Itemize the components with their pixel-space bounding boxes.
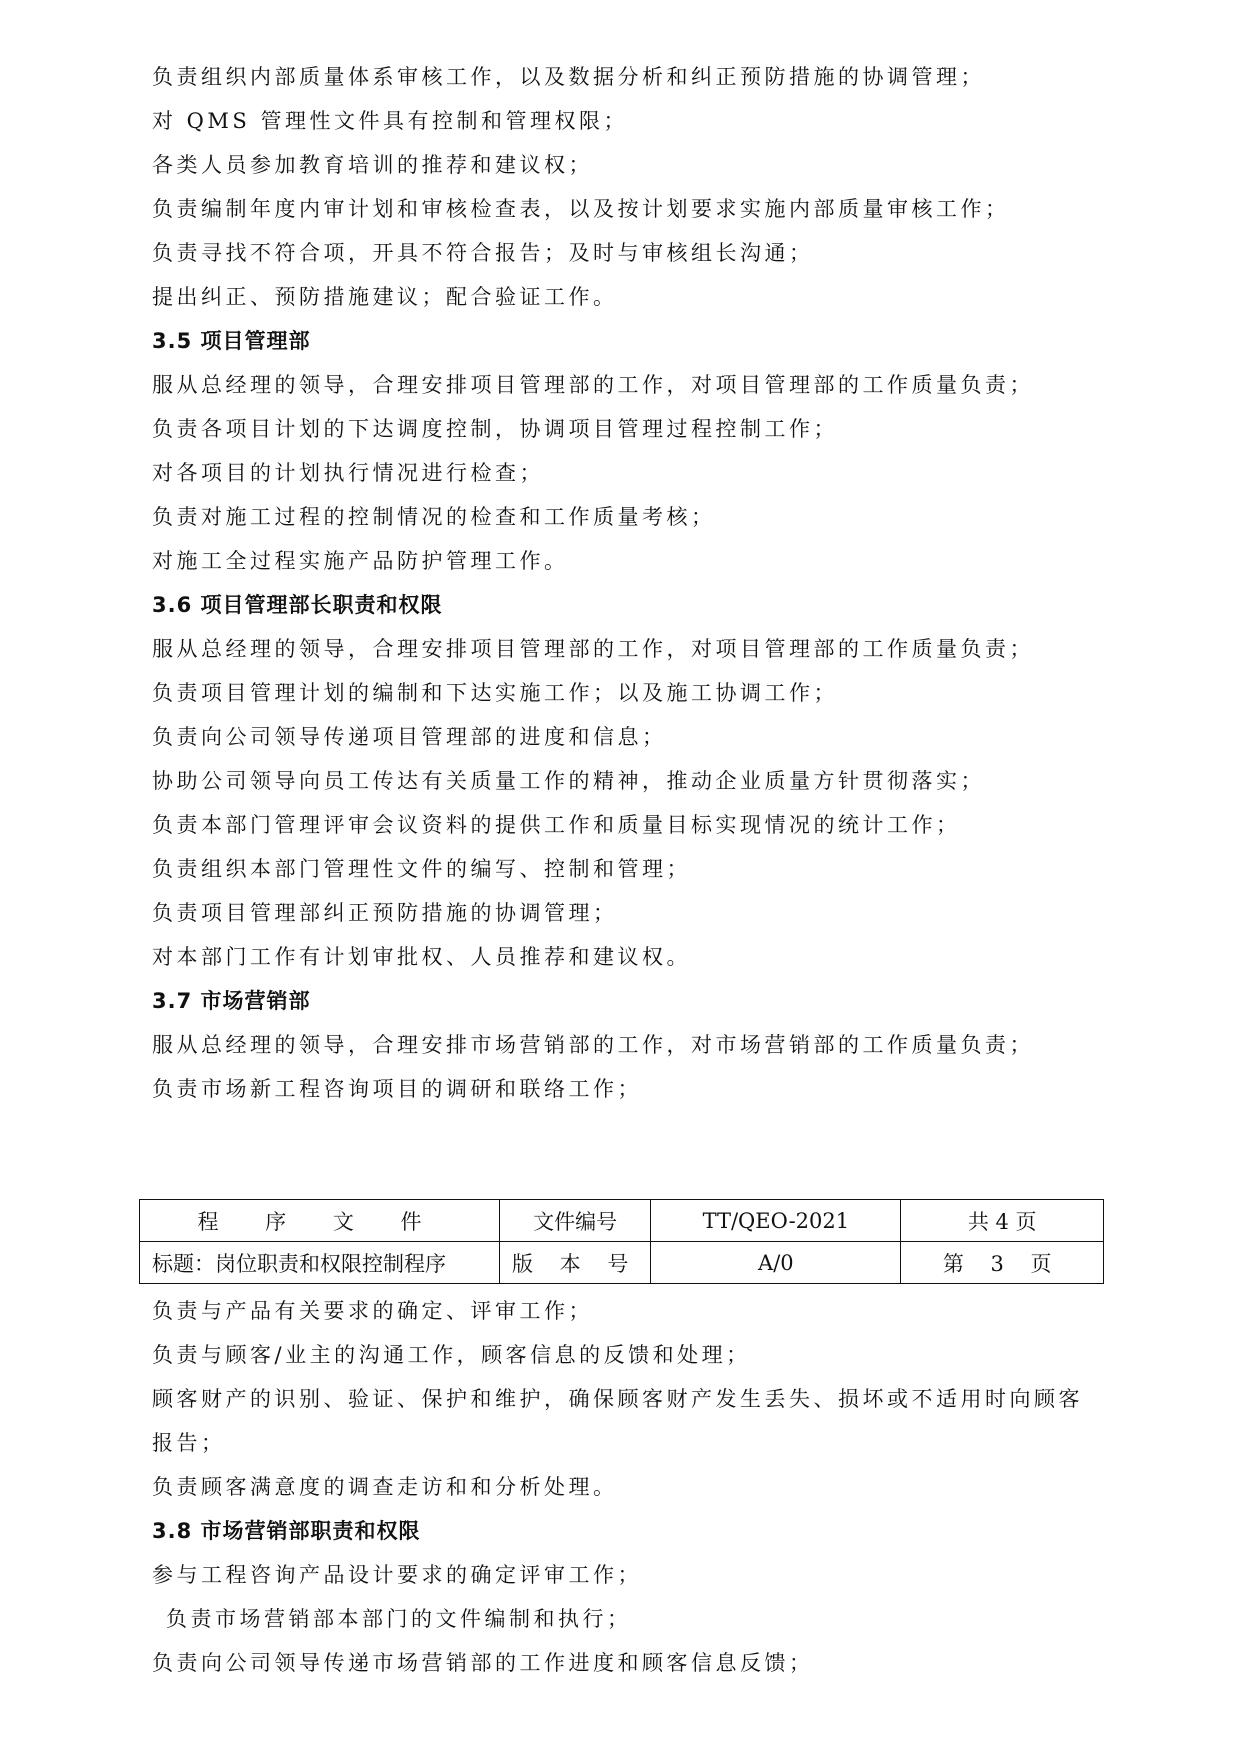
version-label: 版 本 号 xyxy=(512,1251,639,1276)
text-line: 负责顾客满意度的调查走访和和分析处理。 xyxy=(152,1475,618,1499)
text-line: 负责市场营销部本部门的文件编制和执行； xyxy=(166,1607,632,1631)
text-line: 负责与产品有关要求的确定、评审工作； xyxy=(152,1299,593,1323)
text-line: 报告； xyxy=(152,1431,226,1455)
text-line: 负责组织本部门管理性文件的编写、控制和管理； xyxy=(152,857,691,881)
section-heading: 3.6 项目管理部长职责和权限 xyxy=(152,593,443,617)
text-line: 负责项目管理计划的编制和下达实施工作；以及施工协调工作； xyxy=(152,681,838,705)
total-pages: 共 4 页 xyxy=(967,1209,1037,1234)
body-text-top xyxy=(152,55,1102,1111)
file-no: TT/QEO-2021 xyxy=(702,1208,850,1233)
file-no-label-cell xyxy=(500,1200,651,1242)
section-heading: 3.8 市场营销部职责和权限 xyxy=(152,1519,421,1543)
text-line: 负责编制年度内审计划和审核检查表，以及按计划要求实施内部质量审核工作； xyxy=(152,197,1010,221)
version: A/0 xyxy=(758,1250,794,1275)
file-no-cell xyxy=(651,1200,901,1242)
text-line: 对各项目的计划执行情况进行检查； xyxy=(152,461,544,485)
body-text-bottom xyxy=(152,1289,1102,1685)
document-title: 标题：岗位职责和权限控制程序 xyxy=(152,1251,446,1276)
table-row xyxy=(140,1200,1104,1242)
section-heading: 3.5 项目管理部 xyxy=(152,329,311,353)
text-line: 对本部门工作有计划审批权、人员推荐和建议权。 xyxy=(152,945,691,969)
text-line: 服从总经理的领导，合理安排市场营销部的工作，对市场营销部的工作质量负责； xyxy=(152,1033,1034,1057)
file-no-label: 文件编号 xyxy=(533,1209,618,1234)
title-cell xyxy=(140,1242,500,1284)
total-pages-cell xyxy=(901,1200,1104,1242)
text-line: 负责与顾客/业主的沟通工作，顾客信息的反馈和处理； xyxy=(152,1343,751,1367)
document-header-table xyxy=(139,1199,1104,1284)
section-heading: 3.7 市场营销部 xyxy=(152,989,311,1013)
text-line: 负责寻找不符合项，开具不符合报告；及时与审核组长沟通； xyxy=(152,241,814,265)
text-line: 负责本部门管理评审会议资料的提供工作和质量目标实现情况的统计工作； xyxy=(152,813,961,837)
text-line: 对施工全过程实施产品防护管理工作。 xyxy=(152,549,569,573)
text-line: 协助公司领导向员工传达有关质量工作的精神，推动企业质量方针贯彻落实； xyxy=(152,769,985,793)
page-number: 第 3 页 xyxy=(942,1251,1062,1276)
text-line: 服从总经理的领导，合理安排项目管理部的工作，对项目管理部的工作质量负责； xyxy=(152,373,1034,397)
text-line: 各类人员参加教育培训的推荐和建议权； xyxy=(152,153,593,177)
text-line: 顾客财产的识别、验证、保护和维护，确保顾客财产发生丢失、损坏或不适用时向顾客 xyxy=(152,1387,1083,1411)
text-line: 负责项目管理部纠正预防措施的协调管理； xyxy=(152,901,618,925)
text-line: 负责向公司领导传递项目管理部的进度和信息； xyxy=(152,725,667,749)
doc-type-cell xyxy=(140,1200,500,1242)
doc-type: 程 序 文 件 xyxy=(197,1209,442,1234)
table-row xyxy=(140,1242,1104,1284)
text-line: 负责各项目计划的下达调度控制，协调项目管理过程控制工作； xyxy=(152,417,838,441)
text-line: 负责组织内部质量体系审核工作，以及数据分析和纠正预防措施的协调管理； xyxy=(152,65,985,89)
text-line: 服从总经理的领导，合理安排项目管理部的工作，对项目管理部的工作质量负责； xyxy=(152,637,1034,661)
version-label-cell xyxy=(500,1242,651,1284)
text-line: 负责向公司领导传递市场营销部的工作进度和顾客信息反馈； xyxy=(152,1651,814,1675)
page-no-cell xyxy=(901,1242,1104,1284)
text-line: 提出纠正、预防措施建议；配合验证工作。 xyxy=(152,285,618,309)
text-line: 负责对施工过程的控制情况的检查和工作质量考核； xyxy=(152,505,716,529)
text-line: 参与工程咨询产品设计要求的确定评审工作； xyxy=(152,1563,642,1587)
text-line: 对 QMS 管理性文件具有控制和管理权限； xyxy=(152,109,628,133)
version-cell xyxy=(651,1242,901,1284)
text-line: 负责市场新工程咨询项目的调研和联络工作； xyxy=(152,1077,642,1101)
